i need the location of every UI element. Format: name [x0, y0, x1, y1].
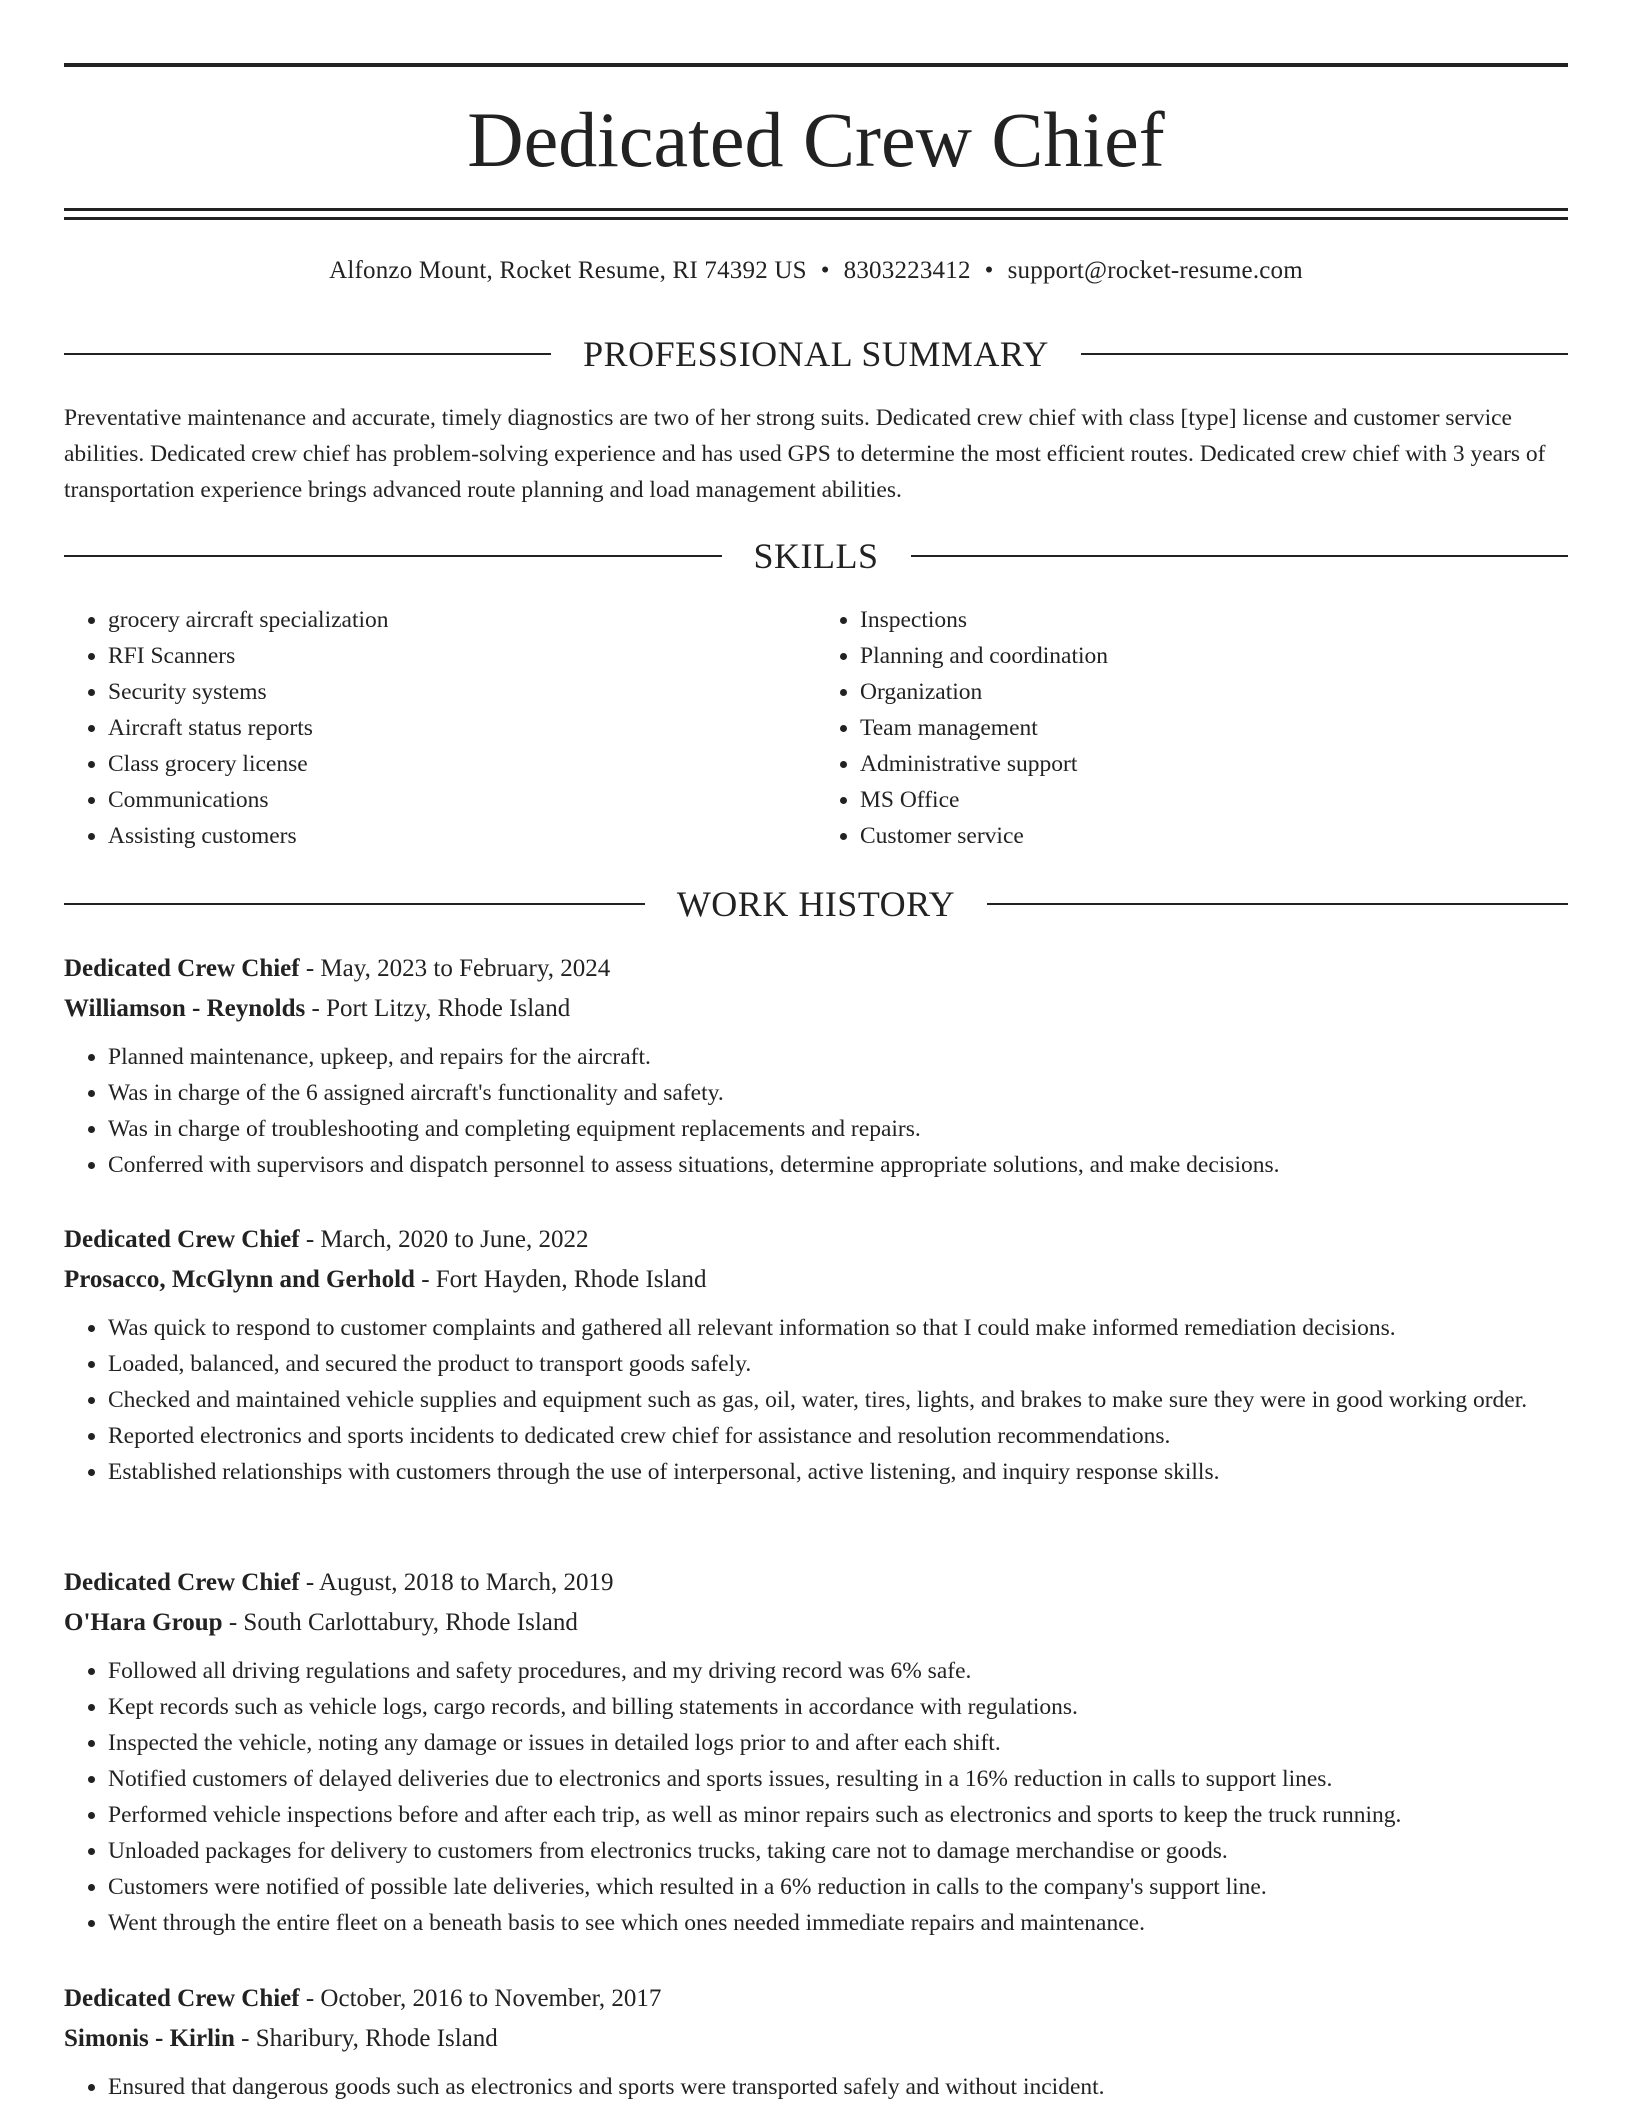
- heading-rule-right: [987, 903, 1568, 905]
- job-company: Simonis - Kirlin: [64, 2025, 235, 2052]
- skill-item: • Administrative support: [860, 746, 1568, 782]
- job-bullet: • Kept records such as vehicle logs, cargo records, and billing statements in accordance with regulations.: [108, 1689, 1568, 1725]
- job-title: Dedicated Crew Chief: [64, 1569, 300, 1596]
- work-history-heading-label: WORK HISTORY: [676, 884, 956, 924]
- job-bullet: • Performed vehicle inspections before and after each trip, as well as minor repairs such as electronics and sports to keep the truck running.: [108, 1797, 1568, 1833]
- title-double-rule: [64, 208, 1568, 220]
- job-bullets: [64, 1310, 1568, 1490]
- job-bullet: • Was in charge of troubleshooting and completing equipment replacements and repairs.: [108, 1111, 1568, 1147]
- job-bullet: • Unloaded packages for delivery to customers from electronics trucks, taking care not to damage merchandise or goods.: [108, 1833, 1568, 1869]
- job-bullet: • Customers were notified of possible late deliveries, which resulted in a 6% reduction in calls to the company's support line.: [108, 1869, 1568, 1905]
- job-company-line: [64, 1260, 1568, 1300]
- skills-heading-label: SKILLS: [753, 536, 879, 576]
- job-title-line: [64, 1979, 1568, 2019]
- skill-item: • grocery aircraft specialization: [108, 602, 816, 638]
- job-bullet: • Conferred with supervisors and dispatch personnel to assess situations, determine appropriate solutions, and make decisions.: [108, 1147, 1568, 1183]
- job-company: Williamson - Reynolds: [64, 995, 306, 1022]
- job-company: O'Hara Group: [64, 1609, 223, 1636]
- job-company: Prosacco, McGlynn and Gerhold: [64, 1266, 415, 1293]
- contact-separator: •: [984, 257, 994, 284]
- job-bullet: • Reported electronics and sports incidents to dedicated crew chief for assistance and resolution recommendations.: [108, 1418, 1568, 1454]
- job-bullet: • Checked and maintained vehicle supplies and equipment such as gas, oil, water, tires, lights, and brakes to make sure they were in good working order.: [108, 1382, 1568, 1418]
- summary-heading: [64, 332, 1568, 376]
- work-history-heading: [64, 882, 1568, 926]
- skill-item: • Class grocery license: [108, 746, 816, 782]
- job-bullet: • Was quick to respond to customer complaints and gathered all relevant information so that I could make informed remediation decisions.: [108, 1310, 1568, 1346]
- contact-line: [64, 254, 1568, 288]
- job-title-line: [64, 1563, 1568, 1603]
- job-bullet: • Followed all driving regulations and safety procedures, and my driving record was 6% safe.: [108, 1653, 1568, 1689]
- skills-heading: [64, 534, 1568, 578]
- skills-column-left: [64, 602, 816, 854]
- job-company-line: [64, 1603, 1568, 1643]
- skill-item: • Planning and coordination: [860, 638, 1568, 674]
- job-bullet: • Notified customers of delayed deliveries due to electronics and sports issues, resulting in a 16% reduction in calls to support lines.: [108, 1761, 1568, 1797]
- job-title: Dedicated Crew Chief: [64, 1226, 300, 1253]
- job-location: - South Carlottabury, Rhode Island: [222, 1609, 578, 1636]
- contact-separator: •: [820, 257, 830, 284]
- summary-text: Preventative maintenance and accurate, timely diagnostics are two of her strong suits. Dedicated crew chief with class [type] license and customer service abilities. Dedicated crew chief has problem-solving experience and has used GPS to determine the most efficient routes. Dedicated crew chief with 3 years of transportation experience brings advanced route planning and load management abilities.: [64, 405, 1546, 503]
- job-entry: [64, 1563, 1568, 1941]
- job-location: - Port Litzy, Rhode Island: [305, 995, 571, 1022]
- job-title: Dedicated Crew Chief: [64, 1985, 300, 2012]
- job-dates: - October, 2016 to November, 2017: [299, 1985, 662, 2012]
- job-location: - Fort Hayden, Rhode Island: [414, 1266, 707, 1293]
- skills-column-right: [816, 602, 1568, 854]
- job-entry: [64, 949, 1568, 1183]
- heading-rule-right: [911, 555, 1569, 557]
- skill-item: • Assisting customers: [108, 818, 816, 854]
- skill-item: • Communications: [108, 782, 816, 818]
- skill-item: • Organization: [860, 674, 1568, 710]
- job-title: Dedicated Crew Chief: [64, 955, 300, 982]
- job-entry: [64, 1979, 1568, 2105]
- contact-address: Alfonzo Mount, Rocket Resume, RI 74392 US: [329, 257, 807, 284]
- contact-email[interactable]: support@rocket-resume.com: [1007, 257, 1303, 284]
- job-dates: - March, 2020 to June, 2022: [299, 1226, 589, 1253]
- job-title-line: [64, 1220, 1568, 1260]
- heading-rule-left: [64, 555, 722, 557]
- job-bullets: [64, 2069, 1568, 2105]
- job-dates: - August, 2018 to March, 2019: [299, 1569, 614, 1596]
- skill-item: • Team management: [860, 710, 1568, 746]
- skill-item: • Customer service: [860, 818, 1568, 854]
- job-bullet: • Loaded, balanced, and secured the product to transport goods safely.: [108, 1346, 1568, 1382]
- skill-item: • RFI Scanners: [108, 638, 816, 674]
- skill-item: • Inspections: [860, 602, 1568, 638]
- heading-rule-left: [64, 903, 645, 905]
- job-dates: - May, 2023 to February, 2024: [299, 955, 611, 982]
- job-location: - Sharibury, Rhode Island: [234, 2025, 498, 2052]
- skill-item: • Aircraft status reports: [108, 710, 816, 746]
- top-rule: [64, 63, 1568, 67]
- skill-item: • Security systems: [108, 674, 816, 710]
- job-entry: [64, 1220, 1568, 1490]
- job-bullet: • Went through the entire fleet on a beneath basis to see which ones needed immediate repairs and maintenance.: [108, 1905, 1568, 1941]
- resume-title: Dedicated Crew Chief: [467, 96, 1165, 183]
- job-bullet: • Inspected the vehicle, noting any damage or issues in detailed logs prior to and after each shift.: [108, 1725, 1568, 1761]
- job-bullets: [64, 1653, 1568, 1941]
- heading-rule-right: [1081, 353, 1568, 355]
- summary-heading-label: PROFESSIONAL SUMMARY: [583, 334, 1049, 374]
- job-company-line: [64, 989, 1568, 1029]
- job-bullet: • Was in charge of the 6 assigned aircraft's functionality and safety.: [108, 1075, 1568, 1111]
- job-bullet: • Planned maintenance, upkeep, and repairs for the aircraft.: [108, 1039, 1568, 1075]
- skills-list: [64, 602, 1568, 854]
- job-bullet: • Established relationships with customers through the use of interpersonal, active listening, and inquiry response skills.: [108, 1454, 1568, 1490]
- job-bullets: [64, 1039, 1568, 1183]
- heading-rule-left: [64, 353, 551, 355]
- job-company-line: [64, 2019, 1568, 2059]
- job-title-line: [64, 949, 1568, 989]
- skill-item: • MS Office: [860, 782, 1568, 818]
- job-bullet: • Ensured that dangerous goods such as electronics and sports were transported safely and without incident.: [108, 2069, 1568, 2105]
- contact-phone[interactable]: 8303223412: [843, 257, 971, 284]
